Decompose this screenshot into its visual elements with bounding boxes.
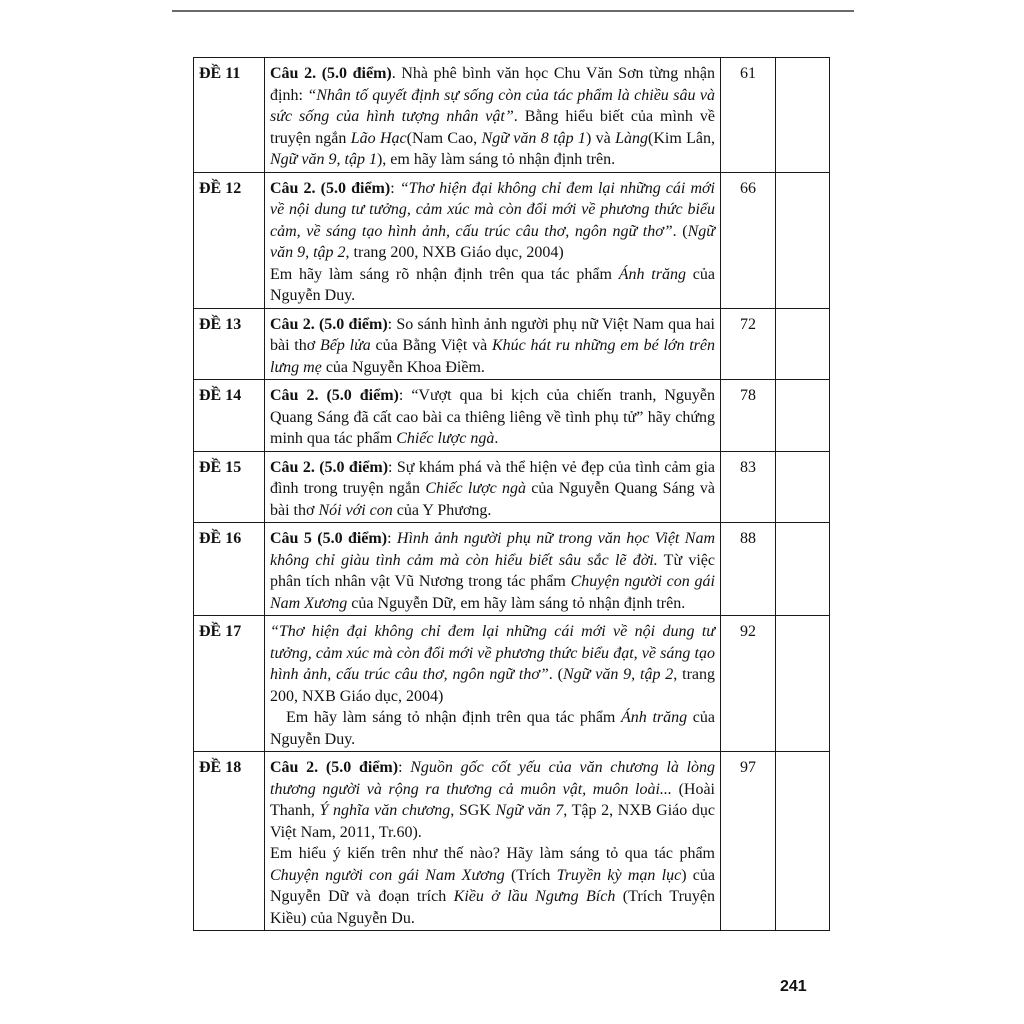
question-text: , trang 200, NXB Giáo dục, 2004) bbox=[270, 666, 716, 705]
question-text: của Nguyễn Quang Sáng và bài thơ bbox=[270, 480, 715, 519]
question-text: . bbox=[494, 430, 499, 447]
question-paragraph bbox=[270, 314, 715, 379]
exam-index-table bbox=[193, 57, 830, 931]
question-text: . ( bbox=[548, 666, 563, 683]
exam-label: ĐỀ 15 bbox=[194, 451, 265, 523]
italic-text: Ngữ văn 9, tập 2 bbox=[562, 666, 674, 683]
italic-text: Khúc hát ru những em bé lớn trên lưng mẹ bbox=[270, 337, 716, 376]
empty-cell bbox=[776, 58, 830, 173]
question-text: : bbox=[390, 179, 400, 197]
question-text: (Nam Cao, bbox=[406, 129, 482, 147]
question-text: . Nhà phê bình văn học Chu Văn Sơn từng nhận định: bbox=[270, 65, 715, 104]
question-heading: Câu 2. (5.0 điểm) bbox=[270, 65, 392, 82]
exam-label: ĐỀ 11 bbox=[194, 58, 265, 173]
question-paragraph bbox=[270, 707, 715, 750]
italic-text: Truyền kỳ mạn lục bbox=[556, 866, 682, 884]
question-text: . Bằng hiểu biết của mình về truyện ngắn bbox=[270, 108, 715, 147]
question-heading: Câu 2. (5.0 điểm) bbox=[270, 179, 391, 197]
table-row bbox=[194, 523, 830, 616]
question-text: của Nguyễn Duy. bbox=[270, 265, 716, 304]
exam-label: ĐỀ 12 bbox=[194, 172, 265, 308]
question-text: Từ việc phân tích nhân vật Vũ Nương trong tác phẩm bbox=[270, 551, 716, 590]
question-text: ), em hãy làm sáng tỏ nhận định trên. bbox=[376, 151, 616, 168]
italic-text: Ý nghĩa văn chương bbox=[319, 802, 451, 819]
exam-question bbox=[265, 58, 721, 173]
empty-cell bbox=[776, 308, 830, 380]
question-text: , Tập 2, NXB Giáo dục Việt Nam, 2011, Tr.60). bbox=[270, 802, 716, 841]
question-heading: Câu 2. (5.0 điểm) bbox=[270, 458, 389, 476]
question-paragraph bbox=[270, 264, 715, 307]
exam-label: ĐỀ 16 bbox=[194, 523, 265, 616]
question-paragraph bbox=[270, 757, 715, 843]
page-reference: 78 bbox=[721, 380, 776, 452]
question-text: : bbox=[387, 530, 397, 547]
empty-cell bbox=[776, 752, 830, 931]
table-row bbox=[194, 308, 830, 380]
question-text: : Sự khám phá và thể hiện vẻ đẹp của tình cảm gia đình trong truyện ngắn bbox=[270, 458, 715, 497]
page-reference: 92 bbox=[721, 616, 776, 752]
question-text: của Y Phương. bbox=[392, 501, 492, 519]
table-row bbox=[194, 380, 830, 452]
question-text: ) của Nguyễn Dữ và đoạn trích bbox=[270, 866, 716, 905]
exam-question bbox=[265, 308, 721, 380]
italic-text: Kiều ở lầu Ngưng Bích bbox=[453, 888, 616, 905]
exam-question bbox=[265, 616, 721, 752]
italic-text: Ánh trăng bbox=[621, 709, 688, 726]
empty-cell bbox=[776, 380, 830, 452]
italic-text: Nói với con bbox=[318, 501, 393, 519]
italic-text: Làng bbox=[615, 129, 648, 147]
question-text: ) và bbox=[585, 129, 616, 147]
page-reference: 83 bbox=[721, 451, 776, 523]
question-heading: Câu 2. (5.0 điểm) bbox=[270, 387, 399, 404]
table-row bbox=[194, 451, 830, 523]
italic-text: Hình ảnh người phụ nữ trong văn học Việt Nam không chỉ giàu tình cảm mà còn hiểu biết sâu sắc lẽ đời. bbox=[270, 530, 715, 569]
italic-text: Lão Hạc bbox=[350, 129, 407, 147]
question-text: của Nguyễn Khoa Điềm. bbox=[321, 358, 485, 376]
italic-text: Chuyện người con gái Nam Xương bbox=[270, 573, 715, 612]
exam-question bbox=[265, 523, 721, 616]
page-reference: 61 bbox=[721, 58, 776, 173]
italic-text: “Thơ hiện đại không chỉ đem lại những cái mới về nội dung tư tưởng, cảm xúc mà còn đổi mới về phương thức biểu cảm, về sáng tạo hình ảnh, cấu trúc câu thơ, ngôn ngữ thơ” bbox=[270, 179, 715, 240]
question-paragraph bbox=[270, 621, 715, 707]
question-heading: Câu 2. (5.0 điểm) bbox=[270, 759, 399, 776]
question-paragraph bbox=[270, 63, 715, 171]
exam-label: ĐỀ 14 bbox=[194, 380, 265, 452]
question-text: : bbox=[398, 759, 411, 776]
italic-text: Nguồn gốc cốt yếu của văn chương là lòng thương người và rộng ra thương cả muôn vật, muôn loài... bbox=[270, 759, 715, 798]
table-row bbox=[194, 616, 830, 752]
italic-text: Chiếc lược ngà bbox=[425, 480, 526, 497]
empty-cell bbox=[776, 616, 830, 752]
question-text: Em hãy làm sáng tỏ nhận định trên qua tác phẩm bbox=[286, 709, 622, 726]
question-text: (Trích Truyện Kiều) của Nguyễn Du. bbox=[270, 888, 716, 927]
page-reference: 72 bbox=[721, 308, 776, 380]
question-heading: Câu 2. (5.0 điểm) bbox=[270, 315, 388, 333]
italic-text: Ánh trăng bbox=[618, 265, 686, 283]
exam-label: ĐỀ 18 bbox=[194, 752, 265, 931]
question-text: : So sánh hình ảnh người phụ nữ Việt Nam qua hai bài thơ bbox=[270, 315, 715, 354]
question-text: (Hoài Thanh, bbox=[270, 780, 715, 819]
question-text: (Trích bbox=[504, 866, 557, 884]
exam-question bbox=[265, 380, 721, 452]
italic-text: Chuyện người con gái Nam Xương bbox=[270, 866, 505, 884]
question-text: của Nguyễn Duy. bbox=[270, 709, 715, 748]
question-text: : “Vượt qua bi kịch của chiến tranh, Nguyễn Quang Sáng đã cất cao bài ca thiêng liêng về tình phụ tử” hãy chứng minh qua tác phẩm bbox=[270, 387, 715, 447]
question-paragraph bbox=[270, 385, 715, 450]
italic-text: Ngữ văn 8 tập 1 bbox=[481, 129, 586, 147]
exam-question bbox=[265, 752, 721, 931]
question-text: Em hiểu ý kiến trên như thế nào? Hãy làm sáng tỏ qua tác phẩm bbox=[270, 845, 715, 862]
page-reference: 88 bbox=[721, 523, 776, 616]
question-paragraph bbox=[270, 457, 715, 522]
question-text: của Nguyễn Dữ, em hãy làm sáng tỏ nhận định trên. bbox=[347, 594, 686, 612]
page-reference: 66 bbox=[721, 172, 776, 308]
question-text: , trang 200, NXB Giáo dục, 2004) bbox=[345, 244, 564, 261]
italic-text: “Thơ hiện đại không chỉ đem lại những cái mới về nội dung tư tưởng, cảm xúc mà còn đổi mới về phương thức biểu đạt, về sáng tạo hình ảnh, cấu trúc câu thơ, ngôn ngữ thơ” bbox=[270, 623, 715, 683]
question-text: (Kim Lân, bbox=[648, 129, 716, 147]
italic-text: Ngữ văn 9, tập 1 bbox=[270, 151, 377, 168]
empty-cell bbox=[776, 523, 830, 616]
italic-text: Ngữ văn 7 bbox=[495, 802, 564, 819]
table-row bbox=[194, 58, 830, 173]
question-paragraph bbox=[270, 178, 715, 264]
exam-question bbox=[265, 172, 721, 308]
empty-cell bbox=[776, 172, 830, 308]
table-row bbox=[194, 752, 830, 931]
top-rule bbox=[172, 10, 854, 12]
exam-label: ĐỀ 17 bbox=[194, 616, 265, 752]
italic-text: “Nhân tố quyết định sự sống còn của tác phẩm là chiều sâu và sức sống của hình tượng nhân vật” bbox=[270, 86, 716, 125]
page-number: 241 bbox=[780, 978, 807, 995]
empty-cell bbox=[776, 451, 830, 523]
italic-text: Chiếc lược ngà bbox=[396, 430, 495, 447]
exam-label: ĐỀ 13 bbox=[194, 308, 265, 380]
question-text: của Bằng Việt và bbox=[370, 337, 492, 354]
question-text: , SGK bbox=[450, 802, 496, 819]
italic-text: Ngữ văn 9, tập 2 bbox=[270, 222, 715, 261]
question-paragraph bbox=[270, 843, 715, 929]
question-paragraph bbox=[270, 528, 715, 614]
page-reference: 97 bbox=[721, 752, 776, 931]
question-text: Em hãy làm sáng rõ nhận định trên qua tác phẩm bbox=[270, 265, 619, 283]
question-text: . ( bbox=[672, 222, 688, 240]
italic-text: Bếp lửa bbox=[319, 337, 371, 354]
question-heading: Câu 5 (5.0 điểm) bbox=[270, 530, 388, 547]
exam-question bbox=[265, 451, 721, 523]
table-row bbox=[194, 172, 830, 308]
